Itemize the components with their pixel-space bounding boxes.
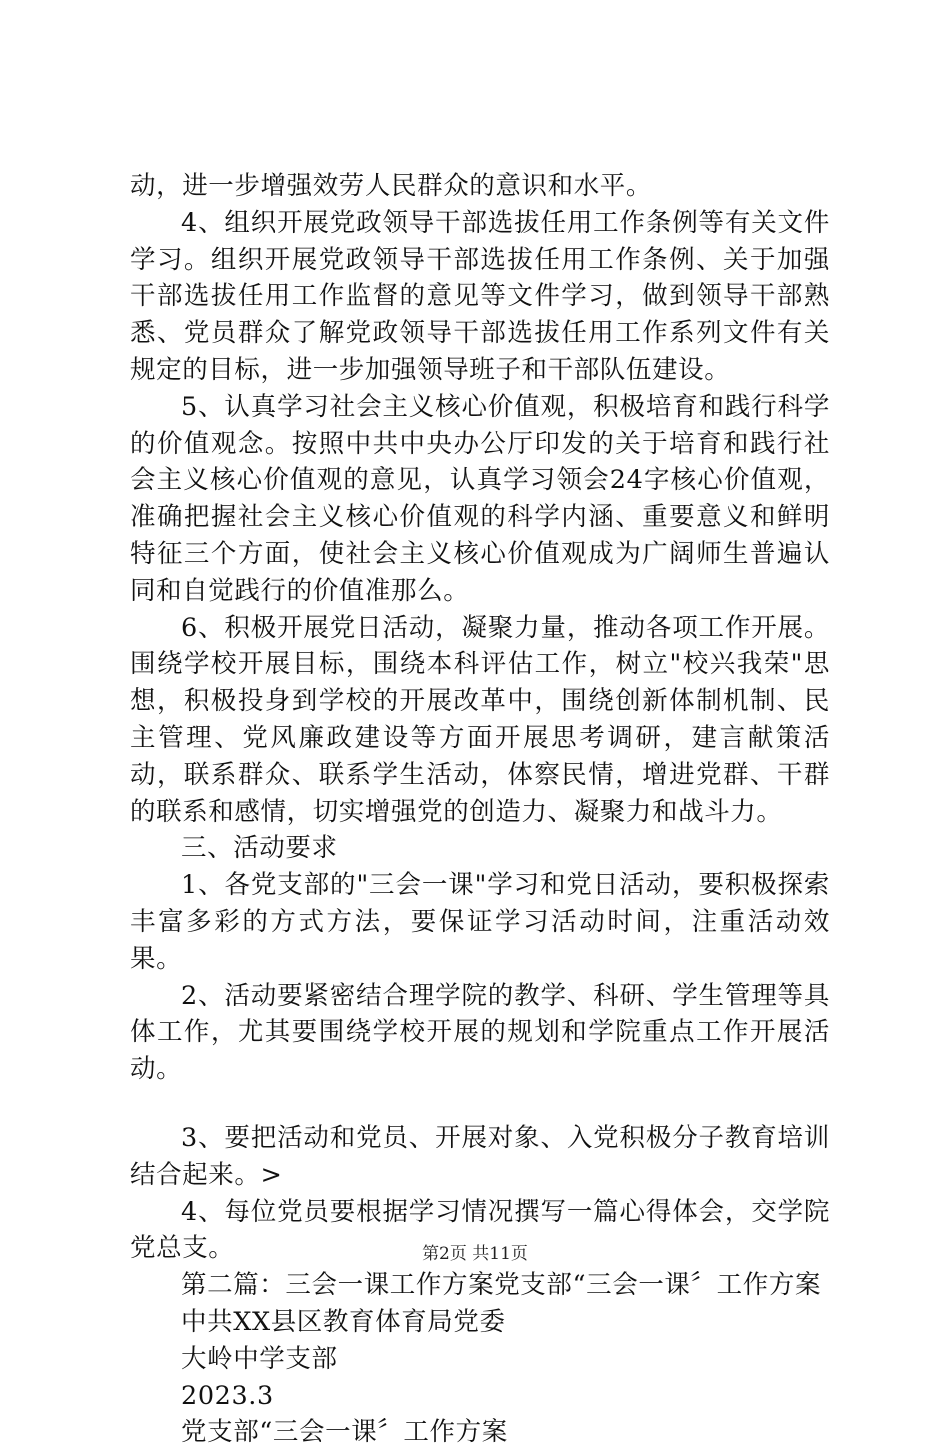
requirement-item-2: 2、活动要紧密结合理学院的教学、科研、学生管理等具体工作，尤其要围绕学校开展的规划和学院重点工作开展活动。 <box>130 980 830 1085</box>
paragraph-item-6: 6、积极开展党日活动，凝聚力量，推动各项工作开展。围绕学校开展目标，围绕本科评估工作，树立"校兴我荣"思想，积极投身到学校的开展改革中，围绕创新体制机制、民主管理、党风廉政建设等方面开展思考调研，建言献策活动，联系群众、联系学生活动，体察民情，增进党群、干群的联系和感情，切实增强党的创造力、凝聚力和战斗力。 <box>130 612 830 827</box>
section-heading-requirements: 三、活动要求 <box>181 833 338 864</box>
requirement-item-3: 3、要把活动和党员、开展对象、入党积极分子教育培训结合起来。> <box>130 1122 830 1190</box>
requirement-item-4: 4、每位党员要根据学习情况撰写一篇心得体会，交学院党总支。 <box>130 1196 830 1264</box>
plan-title: 党支部“三会一课〞工作方案 <box>181 1417 508 1448</box>
page-footer: 第2页 共11页 <box>422 1244 528 1264</box>
document-date: 2023.3 <box>181 1380 274 1411</box>
organization-name: 中共XX县区教育体育局党委 <box>181 1306 506 1337</box>
branch-name: 大岭中学支部 <box>181 1343 338 1374</box>
paragraph-gap <box>130 1088 830 1120</box>
chapter-two-title: 第二篇：三会一课工作方案党支部“三会一课〞工作方案 <box>181 1270 822 1301</box>
paragraph-item-5: 5、认真学习社会主义核心价值观，积极培育和践行科学的价值观念。按照中共中央办公厅印发的关于培育和践行社会主义核心价值观的意见，认真学习领会24字核心价值观，准确把握社会主义核心价值观的科学内涵、重要意义和鲜明特征三个方面，使社会主义核心价值观成为广阔师生普遍认同和自觉践行的价值准那么。 <box>130 391 830 606</box>
paragraph-item-4: 4、组织开展党政领导干部选拔任用工作条例等有关文件学习。组织开展党政领导干部选拔任用工作条例、关于加强干部选拔任用工作监督的意见等文件学习，做到领导干部熟悉、党员群众了解党政领导干部选拔任用工作系列文件有关规定的目标，进一步加强领导班子和干部队伍建设。 <box>130 207 830 385</box>
requirement-item-1: 1、各党支部的"三会一课"学习和党日活动，要积极探索丰富多彩的方式方法，要保证学习活动时间，注重活动效果。 <box>130 870 830 974</box>
paragraph-continuation: 动，进一步增强效劳人民群众的意识和水平。 <box>130 171 653 201</box>
